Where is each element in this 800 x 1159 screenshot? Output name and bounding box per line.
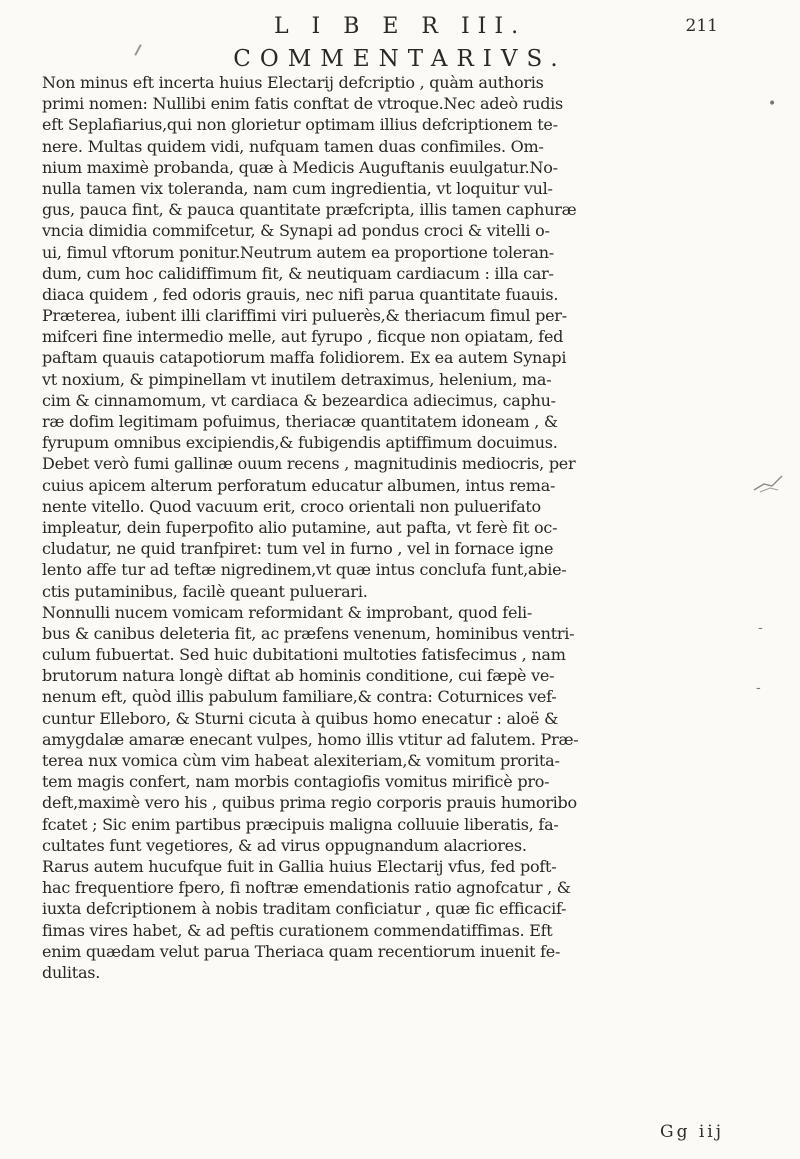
text-line: hac frequentiore fpero, fi noftræ emendationis ratio agnofcatur , & [42,878,571,898]
text-line: enim quædam velut parua Theriaca quam recentiorum inuenit fe- [42,941,561,961]
margin-dot: - [756,680,761,696]
text-line: Præterea, iubent illi clariffimi viri puluerès,& theriacum fimul per- [42,306,567,326]
margin-smudge [752,470,788,496]
text-line: amygdalæ amaræ enecant vulpes, homo illis vtitur ad falutem. Præ- [42,729,579,749]
margin-dot: - [758,620,763,636]
margin-dot: • [768,96,777,112]
signature-mark: Gg iij [660,1122,725,1142]
text-line: gus, pauca fint, & pauca quantitate præfcripta, illis tamen caphuræ [42,200,577,220]
text-line: eft Seplafiarius,qui non glorietur optimam illius defcriptionem te- [42,115,558,135]
text-line: iuxta defcriptionem à nobis traditam conficiatur , quæ fic efficacif- [42,899,567,919]
text-line: nenum eft, quòd illis pabulum familiare,& contra: Coturnices vef- [42,687,557,707]
running-head [0,14,800,44]
text-line: dum, cum hoc calidiffimum fit, & neutiquam cardiacum : illa car- [42,263,554,283]
text-line: fyrupum omnibus excipiendis,& fubigendis aptiffimum docuimus. [42,433,558,453]
text-line: nium maximè probanda, quæ à Medicis Auguftanis euulgatur.No- [42,157,558,177]
text-line: cultates funt vegetiores, & ad virus oppugnandum alacriores. [42,835,527,855]
text-line: primi nomen: Nullibi enim fatis conftat de vtroque.Nec adeò rudis [42,94,564,114]
text-line: cim & cinnamomum, vt cardiaca & bezeardica adiecimus, caphu- [42,390,556,410]
text-line: impleatur, dein fuperpofito alio putamine, aut pafta, vt ferè fit oc- [42,517,558,537]
text-line: diaca quidem , fed odoris grauis, nec nifi parua quantitate fuauis. [42,284,559,304]
text-line: ræ dofim legitimam pofuimus, theriacæ quantitatem idoneam , & [42,412,558,431]
text-line: brutorum natura longè diftat ab hominis conditione, cui fæpè ve- [42,666,555,686]
text-line: Non minus eft incerta huius Electarij defcriptio , quàm authoris [42,73,544,92]
section-heading: COMMENTARIVS. [233,46,567,72]
text-line: cuius apicem alterum perforatum educatur albumen, intus rema- [42,475,556,495]
text-line: cludatur, ne quid tranfpiret: tum vel in furno , vel in fornace igne [42,539,554,559]
text-line: Debet verò fumi gallinæ ouum recens , magnitudinis mediocris, per [42,454,576,474]
text-line: fcatet ; Sic enim partibus præcipuis maligna colluuie liberatis, fa- [42,814,559,834]
text-line: vncia dimidia commifcetur, & Synapi ad pondus croci & vitelli o- [42,221,550,241]
text-line: paftam quauis catapotiorum maffa folidiorem. Ex ea autem Synapi [42,348,567,368]
text-line: lento affe tur ad teftæ nigredinem,vt quæ intus conclufa funt,abie- [42,560,567,580]
text-line: tem magis confert, nam morbis contagiofis vomitus mirificè pro- [42,772,550,792]
text-line: cuntur Elleboro, & Sturni cicuta à quibus homo enecatur : aloë & [42,708,559,728]
text-line: Rarus autem hucufque fuit in Gallia huius Electarij vfus, fed poft- [42,856,557,876]
text-line: Nonnulli nucem vomicam reformidant & improbant, quod feli- [42,602,533,622]
text-line: fimas vires habet, & ad peftis curationem commendatiffimas. Eft [42,920,553,940]
text-line: terea nux vomica cùm vim habeat alexiteriam,& vomitum prorita- [42,751,560,770]
text-line: nente vitello. Quod vacuum erit, croco orientali non puluerifato [42,496,541,516]
text-line: ui, fimul vftorum ponitur.Neutrum autem ea proportione toleran- [42,242,554,262]
text-line: dulitas. [42,962,101,982]
text-line: deft,maximè vero his , quibus prima regio corporis prauis humoribo [42,793,577,813]
book-title: L I B E R III. [273,14,527,39]
text-line: culum fubuertat. Sed huic dubitationi multoties fatisfecimus , nam [42,645,566,665]
text-line: nere. Multas quidem vidi, nufquam tamen duas confimiles. Om- [42,136,544,156]
text-line: ctis putaminibus, facilè queant puluerari. [42,581,368,601]
body-text [42,72,742,983]
text-line: nulla tamen vix toleranda, nam cum ingredientia, vt loquitur vul- [42,178,553,198]
text-line: vt noxium, & pimpinellam vt inutilem detraximus, helenium, ma- [42,369,552,389]
text-line: mifceri fine intermedio melle, aut fyrupo , ficque non opiatam, fed [42,327,564,347]
page-number: 211 [685,16,718,36]
text-line: bus & canibus deleteria fit, ac præfens venenum, hominibus ventri- [42,623,575,643]
